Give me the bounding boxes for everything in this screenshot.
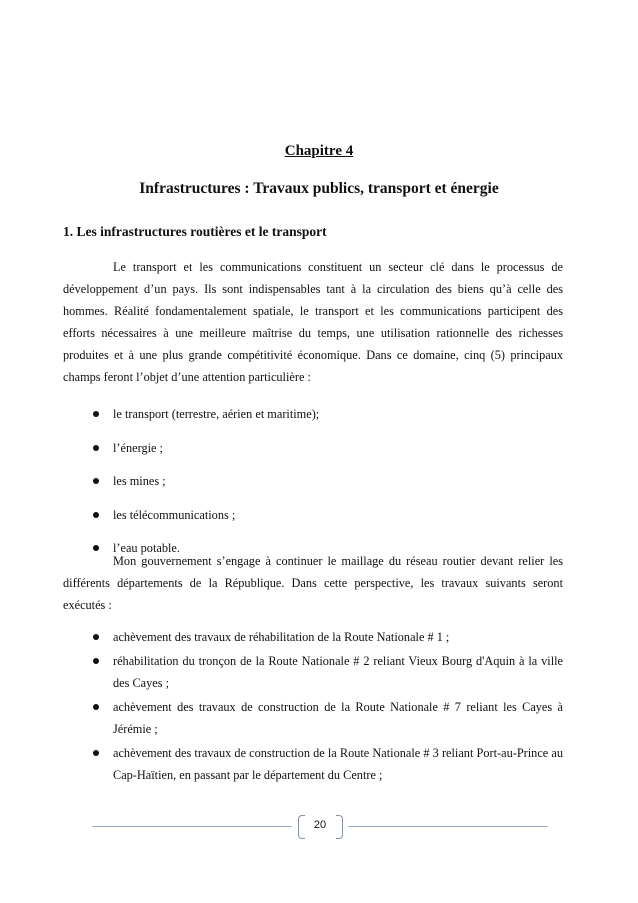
works-list [63,626,563,788]
section-heading: 1. Les infrastructures routières et le transport [63,224,327,239]
list-item: l’eau potable. [63,537,563,559]
list-item: les mines ; [63,470,563,492]
footer-rule-left [92,826,292,827]
chapter-subtitle: Infrastructures : Travaux publics, transport et énergie [139,180,499,197]
list-item: achèvement des travaux de réhabilitation de la Route Nationale # 1 ; [63,626,563,648]
list-item: achèvement des travaux de construction de la Route Nationale # 7 reliant les Cayes à Jérémie ; [63,696,563,740]
works-paragraph: Mon gouvernement s’engage à continuer le maillage du réseau routier devant relier les différents départements de la République. Dans cette perspective, les travaux suivants seront exécutés : [63,554,563,612]
list-item: le transport (terrestre, aérien et maritime); [63,403,563,425]
page-footer [92,813,548,841]
list-item: réhabilitation du tronçon de la Route Nationale # 2 reliant Vieux Bourg d'Aquin à la ville des Cayes ; [63,650,563,694]
intro-paragraph: Le transport et les communications constituent un secteur clé dans le processus de développement d’un pays. Ils sont indispensables tant à la circulation des biens qu’à celle des hommes. Réalité fondamentalement spatiale, le transport et les communications participent des efforts nécessaires à une meilleure maîtrise du temps, une utilisation rationnelle des richesses produites et à une plus grande compétitivité économique. Dans ce domaine, cinq (5) principaux champs feront l’objet d’une attention particulière : [63,260,563,384]
list-item: achèvement des travaux de construction de la Route Nationale # 3 reliant Port-au-Prince au Cap-Haïtien, en passant par le département du Centre ; [63,742,563,786]
right-bracket-icon [336,815,343,839]
list-item: l’énergie ; [63,437,563,459]
list-item: les télécommunications ; [63,504,563,526]
fields-list [63,403,563,571]
chapter-title: Chapitre 4 [284,143,354,159]
footer-rule-right [348,826,548,827]
left-bracket-icon [298,815,305,839]
page-number: 20 [313,819,327,831]
